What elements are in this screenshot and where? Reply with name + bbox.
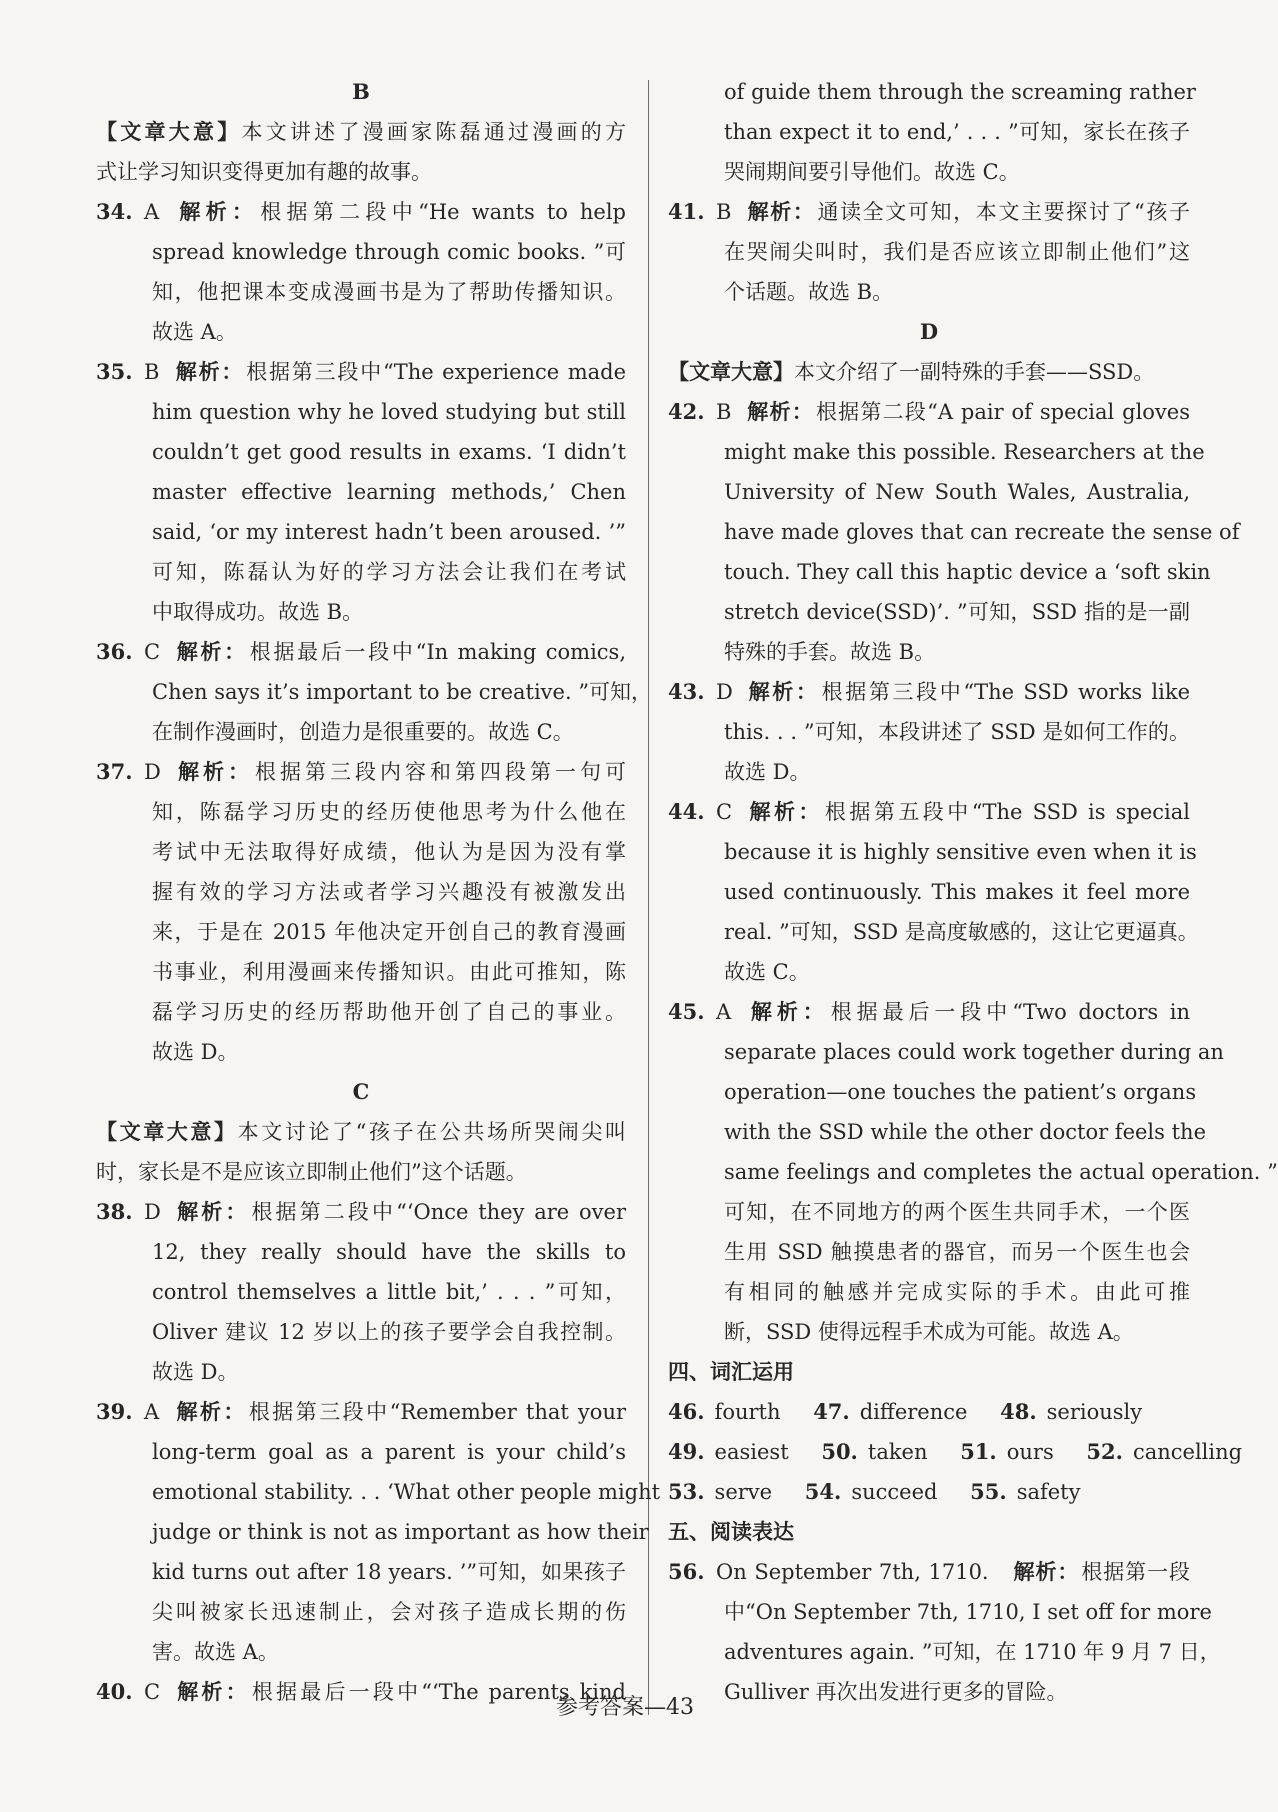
explanation-line: operation—one touches the patient’s organs	[724, 1080, 1197, 1104]
explanation-line: 中“On September 7th, 1710, I set off for more	[724, 1600, 1212, 1624]
question-number: 38.	[96, 1199, 133, 1224]
explanation-line: this. . . ”可知，本段讲述了 SSD 是如何工作的。	[724, 720, 1190, 744]
vocab-item	[1000, 1400, 1142, 1424]
explanation-text: 根据第三段中“The experience made	[246, 360, 626, 384]
question-number: 34.	[96, 199, 133, 224]
vocab-item	[668, 1480, 772, 1504]
explanation-line: master effective learning methods,’ Chen	[152, 480, 626, 504]
question-number: 39.	[96, 1399, 133, 1424]
explanation-line: same feelings and completes the actual operation. ”	[724, 1160, 1278, 1184]
explanation-line: touch. They call this haptic device a ‘soft skin	[724, 560, 1211, 584]
summary-text: 本文讲述了漫画家陈磊通过漫画的方	[241, 120, 627, 144]
explanation-label: 解析：	[746, 799, 823, 824]
explanation-line: said, ‘or my interest hadn’t been aroused. ’”	[152, 520, 626, 544]
question-44	[668, 792, 1190, 832]
vocab-answer: fourth	[714, 1400, 781, 1424]
explanation-label: 解析：	[174, 1399, 247, 1424]
explanation-line: 故选 D。	[152, 1360, 239, 1384]
question-number: 41.	[668, 199, 705, 224]
explanation-line: 故选 D。	[152, 1040, 239, 1064]
question-41	[668, 192, 1190, 232]
explanation-line: control themselves a little bit,’ . . . ”可知，	[152, 1280, 626, 1304]
vocab-item	[970, 1480, 1080, 1504]
explanation-line: 害。故选 A。	[152, 1640, 279, 1664]
explanation-line: 可知，陈磊认为好的学习方法会让我们在考试	[152, 560, 626, 584]
section-title-reading-expression: 五、阅读表达	[668, 1519, 794, 1544]
explanation-line: judge or think is not as important as how their	[152, 1520, 649, 1544]
question-number: 50.	[821, 1439, 858, 1464]
explanation-line: 尖叫被家长迅速制止，会对孩子造成长期的伤	[152, 1600, 626, 1624]
explanation-line: 哭闹期间要引导他们。故选 C。	[724, 160, 1020, 184]
question-number: 51.	[960, 1439, 997, 1464]
explanation-label: 解析：	[746, 999, 829, 1024]
explanation-label: 解析：	[174, 1199, 250, 1224]
explanation-line: than expect it to end,’ . . . ”可知，家长在孩子	[724, 120, 1190, 144]
summary-c-line: 时，家长是不是应该立即制止他们”这个话题。	[96, 1160, 527, 1184]
summary-d-line	[668, 352, 1190, 392]
question-35	[96, 352, 626, 392]
page-footer: 参考答案—43	[556, 1695, 694, 1720]
vocab-item	[805, 1480, 938, 1504]
question-number: 42.	[668, 399, 705, 424]
vocab-answer: seriously	[1046, 1400, 1143, 1424]
summary-b-line	[96, 112, 626, 152]
section-title-b: B	[352, 79, 370, 104]
explanation-line: 故选 D。	[724, 760, 811, 784]
question-number: 56.	[668, 1559, 705, 1584]
explanation-label: 解析：	[174, 359, 245, 384]
explanation-line: stretch device(SSD)’. ”可知，SSD 指的是一副	[724, 600, 1190, 624]
question-number: 40.	[96, 1679, 133, 1704]
explanation-line: real. ”可知，SSD 是高度敏感的，这让它更逼真。	[724, 920, 1199, 944]
answer-text: On September 7th, 1710.	[716, 1560, 989, 1584]
explanation-line: 有相同的触感并完成实际的手术。由此可推	[724, 1280, 1190, 1304]
explanation-line: University of New South Wales, Australia,	[724, 480, 1190, 504]
answer-letter: D	[144, 760, 161, 784]
explanation-line: separate places could work together during an	[724, 1040, 1224, 1064]
question-number: 43.	[668, 679, 705, 704]
explanation-line: 生用 SSD 触摸患者的器官，而另一个医生也会	[724, 1240, 1190, 1264]
answer-letter: D	[716, 680, 733, 704]
explanation-line: kid turns out after 18 years. ’”可知，如果孩子	[152, 1560, 626, 1584]
explanation-text: 根据第五段中“The SSD is special	[824, 800, 1190, 824]
explanation-text: 根据第二段“A pair of special gloves	[815, 400, 1191, 424]
vocab-answer: taken	[867, 1440, 928, 1464]
vocab-item	[1086, 1440, 1242, 1464]
question-number: 36.	[96, 639, 133, 664]
answer-letter: B	[716, 400, 732, 424]
explanation-label: 解析：	[174, 199, 259, 224]
vocab-item	[821, 1440, 927, 1464]
explanation-line: 故选 C。	[724, 960, 810, 984]
explanation-line: 知，陈磊学习历史的经历使他思考为什么他在	[152, 800, 626, 824]
explanation-line: 在制作漫画时，创造力是很重要的。故选 C。	[152, 720, 574, 744]
summary-label: 【文章大意】	[96, 1119, 238, 1144]
explanation-text: 根据第二段中“‘Once they are over	[251, 1200, 626, 1224]
vocab-answer: cancelling	[1132, 1440, 1243, 1464]
explanation-text: 根据最后一段中“In making comics,	[249, 640, 627, 664]
vocab-answer: difference	[859, 1400, 968, 1424]
explanation-line: Chen says it’s important to be creative. ”可知，	[152, 680, 653, 704]
question-43	[668, 672, 1190, 712]
answer-letter: A	[716, 1000, 732, 1024]
vocab-answer: safety	[1016, 1480, 1081, 1504]
explanation-line: Oliver 建议 12 岁以上的孩子要学会自我控制。	[152, 1320, 626, 1344]
summary-b-line: 式让学习知识变得更加有趣的故事。	[96, 160, 432, 184]
question-34	[96, 192, 626, 232]
question-number: 53.	[668, 1479, 705, 1504]
summary-c-line	[96, 1112, 626, 1152]
explanation-line: spread knowledge through comic books. ”可	[152, 240, 626, 264]
answer-letter: B	[716, 200, 732, 224]
explanation-line: with the SSD while the other doctor feels the	[724, 1120, 1206, 1144]
explanation-line: 来，于是在 2015 年他决定开创自己的教育漫画	[152, 920, 626, 944]
summary-text: 本文讨论了“孩子在公共场所哭闹尖叫	[237, 1120, 627, 1144]
explanation-label: 解析：	[174, 639, 248, 664]
explanation-text: 根据最后一段中“Two doctors in	[830, 1000, 1191, 1024]
vocab-answer: succeed	[851, 1480, 938, 1504]
explanation-label: 解析：	[746, 679, 820, 704]
explanation-text: 根据第二段中“He wants to help	[260, 200, 626, 224]
explanation-line: adventures again. ”可知，在 1710 年 9 月 7 日，	[724, 1640, 1221, 1664]
answer-letter: A	[144, 1400, 160, 1424]
explanation-line: 特殊的手套。故选 B。	[724, 640, 936, 664]
vocab-item	[960, 1440, 1054, 1464]
explanation-line: 12, they really should have the skills to	[152, 1240, 626, 1264]
explanation-text: 通读全文可知，本文主要探讨了“孩子	[817, 200, 1190, 224]
section-title-c: C	[352, 1079, 370, 1104]
explanation-text: 根据第三段内容和第四段第一句可	[255, 760, 626, 784]
question-number: 54.	[804, 1479, 842, 1504]
question-number: 52.	[1086, 1439, 1123, 1464]
explanation-label: 解析：	[746, 199, 816, 224]
section-title-vocabulary: 四、词汇运用	[668, 1359, 794, 1384]
vocab-row	[668, 1472, 1190, 1512]
right-column	[668, 72, 1278, 1712]
explanation-label: 解析：	[746, 399, 814, 424]
vocab-row	[668, 1432, 1243, 1472]
explanation-text: 根据第一段	[1081, 1560, 1191, 1584]
question-39	[96, 1392, 626, 1432]
explanation-text: 根据第三段中“The SSD works like	[821, 680, 1191, 704]
question-number: 45.	[668, 999, 705, 1024]
explanation-line: him question why he loved studying but still	[152, 400, 626, 424]
explanation-label: 解析：	[174, 759, 253, 784]
explanation-line: couldn’t get good results in exams. ‘I didn’t	[152, 440, 626, 464]
question-56	[668, 1552, 1190, 1592]
explanation-line: 故选 A。	[152, 320, 237, 344]
summary-text: 本文介绍了一副特殊的手套——SSD。	[794, 360, 1155, 384]
explanation-label: 解析：	[1012, 1559, 1080, 1584]
vocab-answer: easiest	[714, 1440, 789, 1464]
column-divider	[648, 80, 649, 1715]
explanation-line: Gulliver 再次出发进行更多的冒险。	[724, 1680, 1068, 1704]
vocab-answer: ours	[1006, 1440, 1054, 1464]
explanation-line: of guide them through the screaming rather	[724, 80, 1196, 104]
explanation-line: used continuously. This makes it feel more	[724, 880, 1190, 904]
explanation-line: 在哭闹尖叫时，我们是否应该立即制止他们”这	[724, 240, 1190, 264]
question-37	[96, 752, 626, 792]
question-42	[668, 392, 1190, 432]
vocab-answer: serve	[714, 1480, 773, 1504]
explanation-text: 根据最后一段中“‘The parents kind	[251, 1680, 626, 1704]
question-number: 48.	[1000, 1399, 1037, 1424]
answer-letter: C	[716, 800, 733, 824]
question-number: 46.	[668, 1399, 705, 1424]
answer-letter: A	[144, 200, 160, 224]
explanation-line: 书事业，利用漫画来传播知识。由此可推知，陈	[152, 960, 626, 984]
answer-letter: B	[144, 360, 160, 384]
explanation-line: 握有效的学习方法或者学习兴趣没有被激发出	[152, 880, 626, 904]
question-number: 55.	[970, 1479, 1007, 1504]
explanation-line: 知，他把课本变成漫画书是为了帮助传播知识。	[152, 280, 626, 304]
question-36	[96, 632, 626, 672]
explanation-line: have made gloves that can recreate the sense of	[724, 520, 1240, 544]
answer-letter: C	[144, 1680, 161, 1704]
question-38	[96, 1192, 626, 1232]
question-number: 47.	[813, 1399, 850, 1424]
explanation-line: long-term goal as a parent is your child’s	[152, 1440, 626, 1464]
question-number: 37.	[96, 759, 133, 784]
question-number: 49.	[668, 1439, 705, 1464]
vocab-item	[668, 1440, 789, 1464]
answer-letter: C	[144, 640, 161, 664]
vocab-item	[813, 1400, 967, 1424]
section-title-d: D	[919, 319, 939, 344]
explanation-line: might make this possible. Researchers at the	[724, 440, 1205, 464]
vocab-item	[668, 1400, 781, 1424]
question-number: 35.	[96, 359, 133, 384]
explanation-label: 解析：	[174, 1679, 250, 1704]
explanation-line: emotional stability. . . ‘What other people might	[152, 1480, 661, 1504]
explanation-line: 可知，在不同地方的两个医生共同手术，一个医	[724, 1200, 1190, 1224]
explanation-line: 断，SSD 使得远程手术成为可能。故选 A。	[724, 1320, 1134, 1344]
summary-label: 【文章大意】	[96, 119, 242, 144]
vocab-row	[668, 1392, 1190, 1432]
summary-label: 【文章大意】	[668, 359, 794, 384]
question-number: 44.	[668, 799, 705, 824]
explanation-text: 根据第三段中“Remember that your	[248, 1400, 627, 1424]
explanation-line: 中取得成功。故选 B。	[152, 600, 364, 624]
explanation-line: because it is highly sensitive even when it is	[724, 840, 1197, 864]
question-45	[668, 992, 1190, 1032]
answer-letter: D	[144, 1200, 161, 1224]
explanation-line: 磊学习历史的经历帮助他开创了自己的事业。	[152, 1000, 626, 1024]
explanation-line: 个话题。故选 B。	[724, 280, 894, 304]
explanation-line: 考试中无法取得好成绩，他认为是因为没有掌	[152, 840, 626, 864]
